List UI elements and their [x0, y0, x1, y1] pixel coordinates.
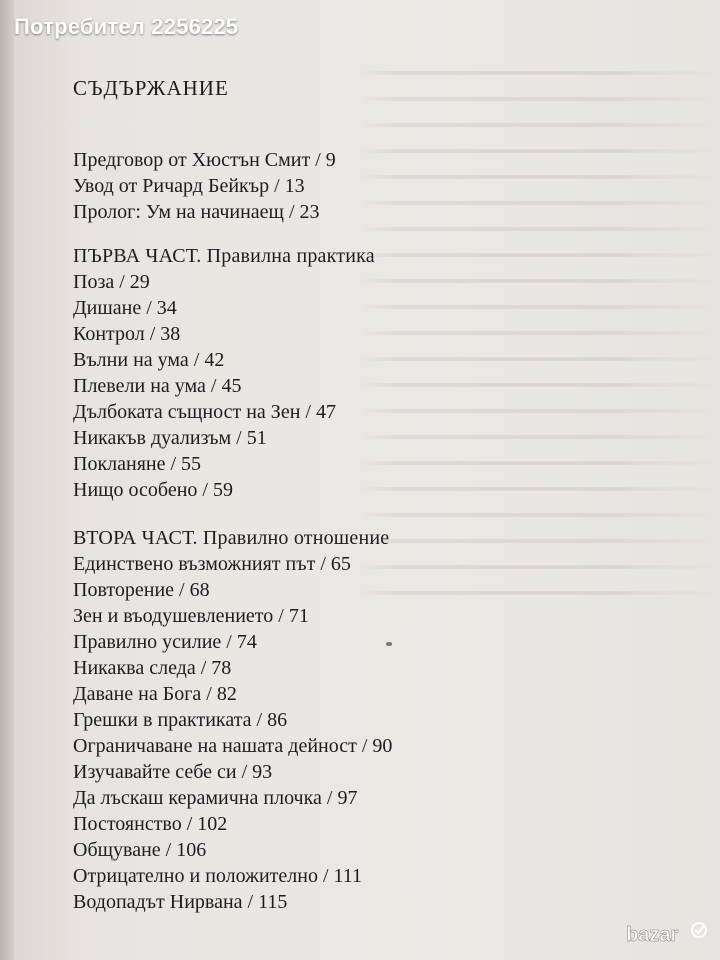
toc-entry: Зен и въодушевлението / 71: [73, 605, 309, 627]
toc-entry: Дълбоката същност на Зен / 47: [73, 401, 336, 423]
toc-entry: Никакъв дуализъм / 51: [73, 427, 267, 449]
toc-entry: Общуване / 106: [73, 839, 207, 861]
logo-text: bazar: [626, 924, 679, 946]
toc-entry: Плевели на ума / 45: [73, 375, 242, 397]
toc-entry: Ограничаване на нашата дейност / 90: [73, 735, 393, 757]
part-one-title: ПЪРВА ЧАСТ. Правилна практика: [73, 245, 375, 267]
toc-entry: Грешки в практиката / 86: [73, 709, 288, 731]
toc-entry: Предговор от Хюстън Смит / 9: [73, 149, 336, 171]
toc-entry: Единствено възможният път / 65: [73, 553, 351, 575]
check-icon: [695, 926, 704, 933]
part-one: [73, 243, 633, 503]
toc-entry: Изучавайте себе си / 93: [73, 761, 273, 783]
toc-entry: Постоянство / 102: [73, 813, 228, 835]
bazar-logo: [624, 918, 708, 952]
toc-entry: Поза / 29: [73, 271, 150, 293]
toc-entry: Увод от Ричард Бейкър / 13: [73, 175, 305, 197]
toc-entry: Повторение / 68: [73, 579, 210, 601]
toc-entry: Никаква следа / 78: [73, 657, 232, 679]
toc-entry: Отрицателно и положително / 111: [73, 865, 363, 887]
contents-heading: СЪДЪРЖАНИЕ: [73, 76, 229, 100]
toc-entry: Нищо особено / 59: [73, 479, 233, 501]
logo-ring-icon: [692, 923, 706, 937]
toc-entry: Да лъскаш керамична плочка / 97: [73, 787, 358, 809]
toc-entry: Дишане / 34: [73, 297, 177, 319]
toc-entry: Пролог: Ум на начинаещ / 23: [73, 201, 320, 223]
toc-entry: Даване на Бога / 82: [73, 683, 237, 705]
ink-spot: [386, 642, 392, 646]
toc-entry: Вълни на ума / 42: [73, 349, 225, 371]
part-two-title: ВТОРА ЧАСТ. Правилно отношение: [73, 527, 390, 549]
toc-entry: Контрол / 38: [73, 323, 181, 345]
part-two: [73, 525, 633, 915]
user-watermark: Потребител 2256225: [14, 14, 239, 39]
intro-entries: [73, 147, 633, 225]
page-edge: [0, 0, 14, 960]
toc-entry: Водопадът Нирвана / 115: [73, 891, 288, 913]
toc-entry: Правилно усилие / 74: [73, 631, 257, 653]
toc-entry: Покланяне / 55: [73, 453, 202, 475]
